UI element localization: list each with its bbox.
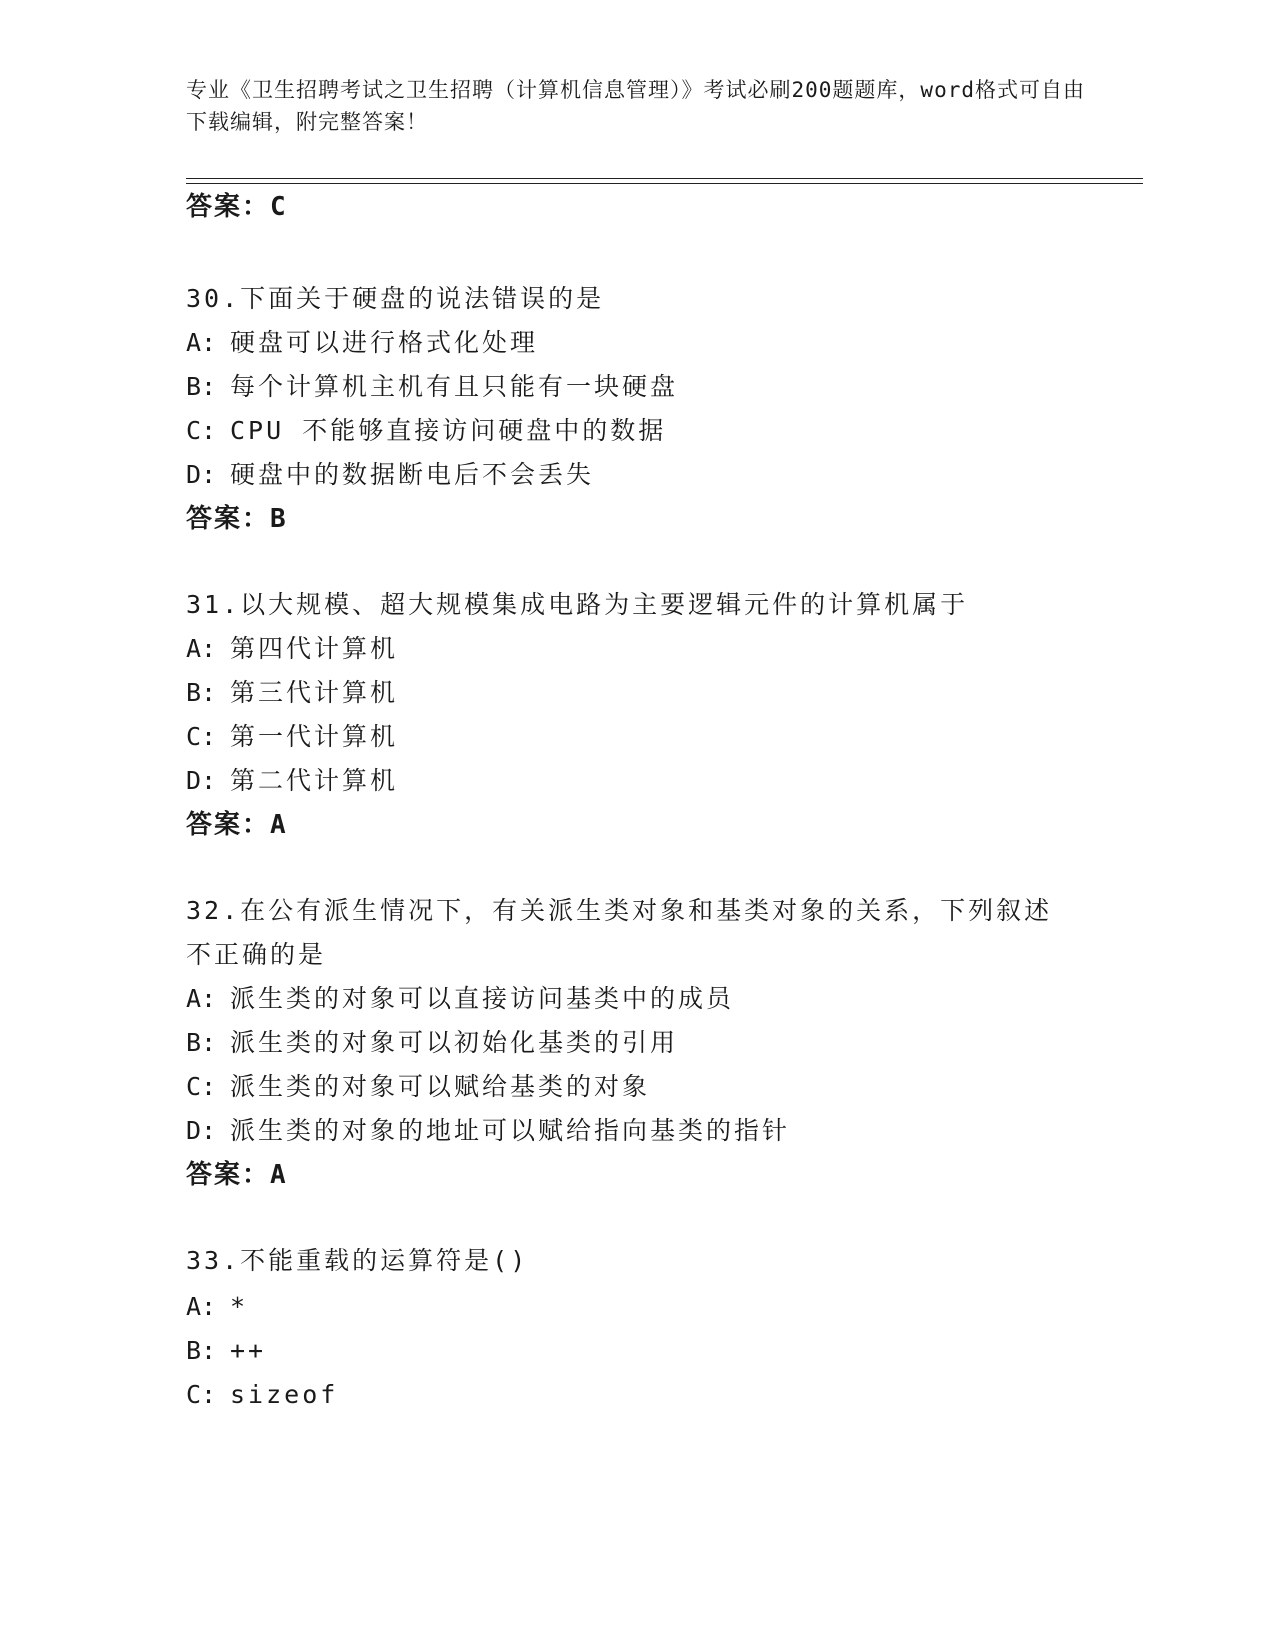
question-30-stem: 30.下面关于硬盘的说法错误的是 (186, 284, 605, 313)
previous-answer: 答案：C (186, 192, 288, 222)
option-label: B: (186, 372, 217, 401)
option-text: 硬盘中的数据断电后不会丢失 (230, 460, 595, 489)
option-label: C: (186, 416, 217, 445)
option-text: * (230, 1292, 249, 1321)
option-label: B: (186, 1336, 217, 1365)
question-31-stem: 31.以大规模、超大规模集成电路为主要逻辑元件的计算机属于 (186, 590, 969, 619)
question-32-option-a (186, 982, 734, 1016)
option-label: C: (186, 1072, 217, 1101)
option-label: C: (186, 722, 217, 751)
question-31-option-b (186, 676, 398, 710)
option-text: 派生类的对象可以初始化基类的引用 (230, 1028, 679, 1057)
option-text: 派生类的对象可以直接访问基类中的成员 (230, 984, 735, 1013)
question-32-stem-line2: 不正确的是 (186, 940, 327, 969)
option-text: 硬盘可以进行格式化处理 (230, 328, 539, 357)
question-31-answer: 答案：A (186, 810, 288, 840)
document-header: 专业《卫生招聘考试之卫生招聘（计算机信息管理）》考试必刷200题题库，word格式可自由下载编辑，附完整答案！ (186, 78, 1085, 134)
option-text: 第四代计算机 (230, 634, 399, 663)
question-30-option-b (186, 370, 678, 404)
option-text: 第一代计算机 (230, 722, 399, 751)
question-33-option-c (186, 1378, 338, 1412)
option-text: sizeof (230, 1380, 339, 1409)
option-label: C: (186, 1380, 217, 1409)
question-33-option-a (186, 1290, 248, 1324)
question-30-option-c (186, 414, 666, 448)
option-label: A: (186, 634, 217, 663)
option-text: CPU 不能够直接访问硬盘中的数据 (230, 416, 667, 445)
option-text: 第二代计算机 (230, 766, 399, 795)
option-label: A: (186, 984, 217, 1013)
header-rule-bottom (186, 183, 1143, 184)
question-32-stem-line1: 32.在公有派生情况下，有关派生类对象和基类对象的关系，下列叙述 (186, 896, 1053, 925)
option-label: A: (186, 328, 217, 357)
question-31-option-a (186, 632, 398, 666)
option-text: ++ (230, 1336, 267, 1365)
question-30-answer: 答案：B (186, 504, 288, 534)
question-31-option-d (186, 764, 398, 798)
option-text: 派生类的对象的地址可以赋给指向基类的指针 (230, 1116, 791, 1145)
question-31-option-c (186, 720, 398, 754)
option-text: 每个计算机主机有且只能有一块硬盘 (230, 372, 679, 401)
question-32-option-c (186, 1070, 650, 1104)
question-32-option-d (186, 1114, 790, 1148)
question-30-option-d (186, 458, 594, 492)
question-32-option-b (186, 1026, 678, 1060)
option-label: A: (186, 1292, 217, 1321)
option-label: D: (186, 1116, 217, 1145)
question-30-option-a (186, 326, 538, 360)
question-32-answer: 答案：A (186, 1160, 288, 1190)
option-label: D: (186, 460, 217, 489)
option-label: B: (186, 1028, 217, 1057)
option-label: D: (186, 766, 217, 795)
header-rule-top (186, 178, 1143, 179)
option-text: 派生类的对象可以赋给基类的对象 (230, 1072, 651, 1101)
option-text: 第三代计算机 (230, 678, 399, 707)
question-33-option-b (186, 1334, 266, 1368)
option-label: B: (186, 678, 217, 707)
question-33-stem: 33.不能重载的运算符是() (186, 1246, 529, 1275)
